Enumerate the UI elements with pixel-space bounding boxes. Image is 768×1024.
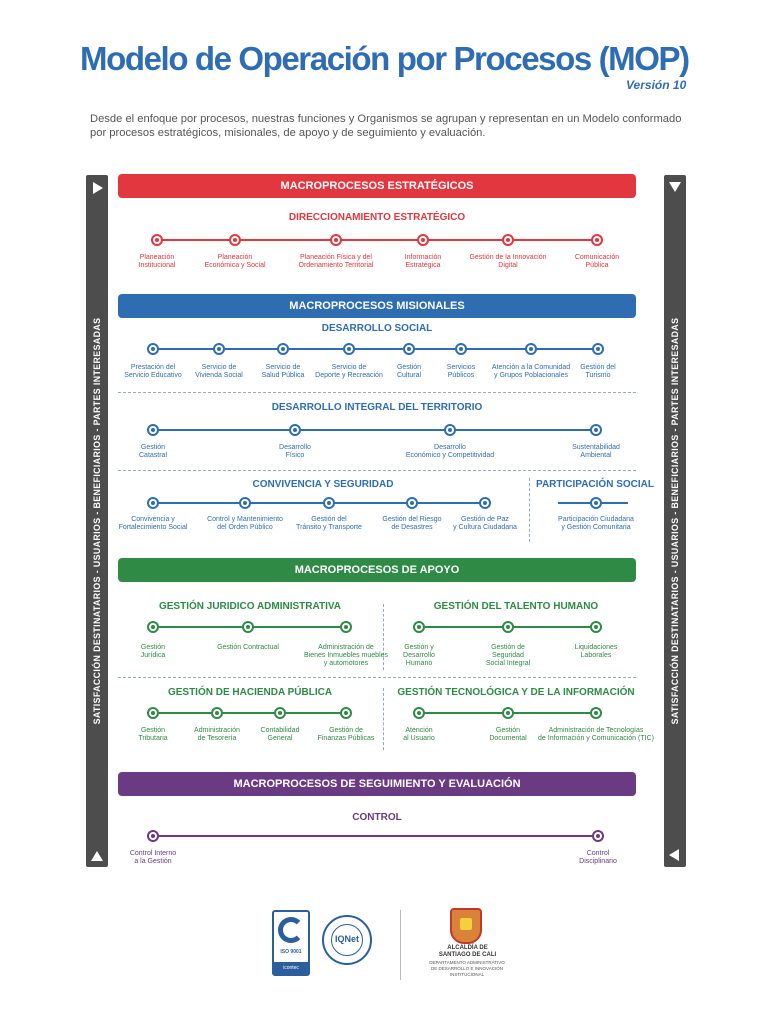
divider bbox=[118, 677, 636, 678]
divider bbox=[383, 688, 384, 750]
arrow-down-icon bbox=[669, 182, 681, 192]
process-node-icon bbox=[590, 621, 602, 633]
process-node-icon bbox=[590, 497, 602, 509]
arrow-up-icon bbox=[91, 851, 103, 861]
process-node-icon bbox=[592, 343, 604, 355]
process-label: Atención al Usuario bbox=[403, 727, 435, 742]
process-label: Servicio de Salud Pública bbox=[261, 364, 305, 379]
desarrollo-social-title: DESARROLLO SOCIAL bbox=[321, 323, 433, 334]
process-label: Gestión de la Innovación Digital bbox=[469, 254, 547, 269]
process-node-icon bbox=[239, 497, 251, 509]
process-label: Administración de Tesorería bbox=[194, 727, 240, 742]
tecnologica-title: GESTIÓN TECNOLÓGICA Y DE LA INFORMACIÓN bbox=[397, 687, 635, 698]
icontec-c-icon bbox=[278, 917, 304, 943]
process-label: Servicio de Deporte y Recreación bbox=[315, 364, 383, 379]
process-node-icon bbox=[455, 343, 467, 355]
process-node-icon bbox=[406, 497, 418, 509]
process-node-icon bbox=[274, 707, 286, 719]
process-label: Control Disciplinario bbox=[579, 850, 617, 865]
process-label: Gestión Jurídica bbox=[140, 644, 166, 659]
process-node-icon bbox=[590, 424, 602, 436]
process-label: Liquidaciones Laborales bbox=[574, 644, 618, 659]
process-label: Gestión del Tránsito y Transporte bbox=[296, 516, 362, 531]
left-sidebar bbox=[86, 175, 108, 867]
apoyo-hacienda-connector-line bbox=[153, 712, 346, 714]
desarrollo-territorio-title: DESARROLLO INTEGRAL DEL TERRITORIO bbox=[271, 402, 483, 413]
icontec-name-label: icontec bbox=[274, 962, 308, 974]
process-node-icon bbox=[479, 497, 491, 509]
footer-divider bbox=[400, 910, 401, 980]
process-node-icon bbox=[403, 343, 415, 355]
process-label: Administración de Tecnologías de Información y Comunicación (TIC) bbox=[538, 727, 654, 742]
process-node-icon bbox=[340, 621, 352, 633]
process-node-icon bbox=[147, 830, 159, 842]
process-node-icon bbox=[211, 707, 223, 719]
process-label: Atención a la Comunidad y Grupos Poblacionales bbox=[491, 364, 571, 379]
process-label: Sustentabilidad Ambiental bbox=[572, 444, 620, 459]
process-label: Servicios Públicos bbox=[446, 364, 476, 379]
alcaldia-shield-icon bbox=[450, 908, 482, 944]
process-node-icon bbox=[277, 343, 289, 355]
process-node-icon bbox=[340, 707, 352, 719]
process-node-icon bbox=[343, 343, 355, 355]
process-label: Gestión y Desarrollo Humano bbox=[403, 644, 435, 667]
process-label: Gestión de Seguridad Social Integral bbox=[485, 644, 531, 667]
iqnet-seal bbox=[322, 915, 372, 965]
seguimiento-connector-line bbox=[153, 835, 598, 837]
talento-title: GESTIÓN DEL TALENTO HUMANO bbox=[433, 601, 599, 612]
arrow-right-icon bbox=[93, 182, 103, 194]
apoyo-bar: MACROPROCESOS DE APOYO bbox=[118, 558, 636, 582]
process-node-icon bbox=[289, 424, 301, 436]
process-node-icon bbox=[147, 707, 159, 719]
process-label: Gestión Contractual bbox=[217, 644, 279, 651]
juridico-title: GESTIÓN JURIDICO ADMINISTRATIVA bbox=[158, 601, 342, 612]
process-label: Control Interno a la Gestión bbox=[129, 850, 177, 865]
process-node-icon bbox=[502, 621, 514, 633]
page-title: Modelo de Operación por Procesos (MOP) bbox=[80, 40, 689, 77]
divider bbox=[529, 478, 530, 542]
process-node-icon bbox=[147, 497, 159, 509]
process-label: Desarrollo Económico y Competitividad bbox=[405, 444, 495, 459]
alcaldia-department: DEPARTAMENTO ADMINISTRATIVO DE DESARROLLO E INNOVACIÓN INSTITUCIONAL bbox=[429, 960, 505, 977]
process-label: Gestión Documental bbox=[489, 727, 527, 742]
process-label: Información Estratégica bbox=[404, 254, 442, 269]
process-node-icon bbox=[444, 424, 456, 436]
icontec-iso-label: ISO 9001 bbox=[280, 949, 302, 955]
process-node-icon bbox=[502, 234, 514, 246]
intro-text: Desde el enfoque por procesos, nuestras funciones y Organismos se agrupan y representan en un Modelo conformado por procesos estratégicos, misionales, de apoyo y de seguimiento y evaluación. bbox=[90, 113, 682, 139]
arrow-left-icon bbox=[669, 849, 679, 861]
process-label: Contabilidad General bbox=[260, 727, 300, 742]
divider bbox=[118, 470, 636, 471]
seguimiento-bar: MACROPROCESOS DE SEGUIMIENTO Y EVALUACIÓN bbox=[118, 772, 636, 796]
process-node-icon bbox=[413, 707, 425, 719]
misionales-desarrollo-territorio-connector-line bbox=[153, 429, 596, 431]
left-sidebar-text: SATISFACCIÓN DESTINATARIOS - USUARIOS - BENEFICIARIOS - PARTES INTERESADAS bbox=[92, 317, 102, 725]
process-label: Gestión de Paz y Cultura Ciudadana bbox=[453, 516, 517, 531]
process-node-icon bbox=[330, 234, 342, 246]
divider bbox=[118, 392, 636, 393]
process-label: Administración de Bienes Inmuebles muebles y automotores bbox=[303, 644, 389, 667]
process-node-icon bbox=[151, 234, 163, 246]
process-node-icon bbox=[413, 621, 425, 633]
process-node-icon bbox=[591, 234, 603, 246]
iqnet-label: IQNet bbox=[334, 934, 359, 944]
process-label: Gestión Cultural bbox=[396, 364, 422, 379]
process-node-icon bbox=[590, 707, 602, 719]
process-label: Gestión del Turismo bbox=[580, 364, 616, 379]
estrategicos-connector-line bbox=[157, 239, 597, 241]
misionales-convivencia-connector-line bbox=[153, 502, 485, 504]
process-label: Servicio de Vivienda Social bbox=[195, 364, 243, 379]
process-label: Gestión del Riesgo de Desastres bbox=[382, 516, 442, 531]
process-node-icon bbox=[525, 343, 537, 355]
control-title: CONTROL bbox=[352, 812, 402, 823]
process-node-icon bbox=[502, 707, 514, 719]
process-label: Control y Mantenimiento del Orden Público bbox=[207, 516, 283, 531]
process-node-icon bbox=[229, 234, 241, 246]
process-node-icon bbox=[242, 621, 254, 633]
estrategicos-bar: MACROPROCESOS ESTRATÉGICOS bbox=[118, 174, 636, 198]
process-label: Desarrollo Físico bbox=[279, 444, 311, 459]
process-label: Gestión Tributaria bbox=[138, 727, 168, 742]
process-label: Planeación Física y del Ordenamiento Territorial bbox=[298, 254, 374, 269]
alcaldia-name: ALCALDÍA DE SANTIAGO DE CALI bbox=[438, 945, 497, 958]
process-node-icon bbox=[213, 343, 225, 355]
process-label: Planeación Institucional bbox=[138, 254, 176, 269]
process-node-icon bbox=[592, 830, 604, 842]
process-label: Prestación del Servicio Educativo bbox=[124, 364, 182, 379]
process-label: Convivencia y Fortalecimiento Social bbox=[118, 516, 188, 531]
process-node-icon bbox=[147, 621, 159, 633]
hacienda-title: GESTIÓN DE HACIENDA PÚBLICA bbox=[167, 687, 333, 698]
process-label: Comunicación Pública bbox=[574, 254, 620, 269]
misionales-bar: MACROPROCESOS MISIONALES bbox=[118, 294, 636, 318]
process-label: Planeación Económica y Social bbox=[204, 254, 266, 269]
right-sidebar bbox=[664, 175, 686, 867]
direccionamiento-title: DIRECCIONAMIENTO ESTRATÉGICO bbox=[288, 212, 466, 223]
process-label: Participación Ciudadana y Gestión Comunitaria bbox=[558, 516, 634, 531]
process-node-icon bbox=[417, 234, 429, 246]
process-node-icon bbox=[147, 424, 159, 436]
process-node-icon bbox=[147, 343, 159, 355]
participacion-title: PARTICIPACIÓN SOCIAL bbox=[536, 479, 654, 490]
version-label: Versión 10 bbox=[626, 78, 687, 92]
right-sidebar-text: SATISFACCIÓN DESTINATARIOS - USUARIOS - BENEFICIARIOS - PARTES INTERESADAS bbox=[670, 317, 680, 725]
process-label: Gestión Catastral bbox=[138, 444, 168, 459]
icontec-logo bbox=[272, 910, 310, 976]
process-label: Gestión de Finanzas Públicas bbox=[317, 727, 375, 742]
process-node-icon bbox=[323, 497, 335, 509]
convivencia-title: CONVIVENCIA Y SEGURIDAD bbox=[252, 479, 394, 490]
